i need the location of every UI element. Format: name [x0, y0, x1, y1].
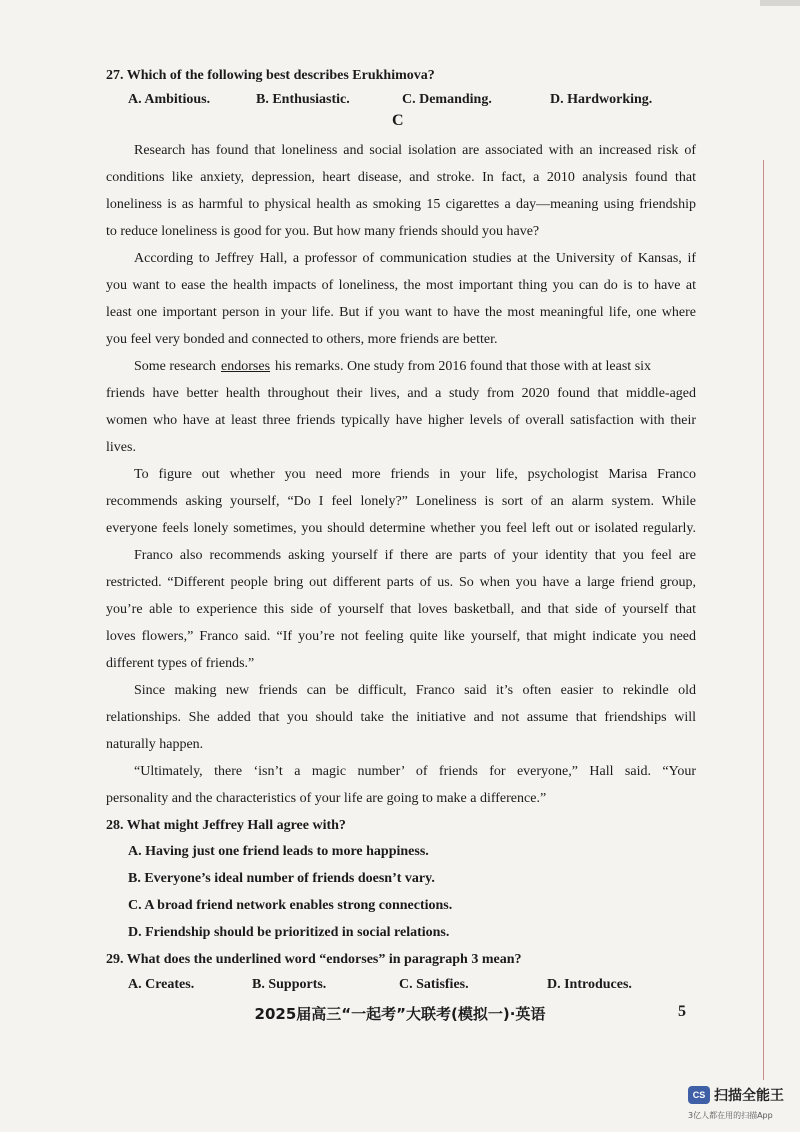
q29-option-b: B. Supports. [252, 977, 327, 992]
passage-line: women who have at least three friends typically have higher levels of overall satisfaction with their [106, 413, 696, 428]
passage-line: restricted. “Different people bring out different parts of us. So when you have a large friend group, [106, 575, 696, 590]
passage-line: Franco also recommends asking yourself if there are parts of your identity that you feel are [134, 548, 696, 563]
q27-option-a: A. Ambitious. [128, 92, 211, 107]
scan-edge-shadow [760, 0, 800, 6]
passage-line: “Ultimately, there ‘isn’t a magic number’ of friends for everyone,” Hall said. “Your [134, 764, 696, 779]
question-29: 29. What does the underlined word “endorses” in paragraph 3 mean? [106, 952, 522, 967]
q28-option-d: D. Friendship should be prioritized in social relations. [128, 925, 450, 940]
camscanner-icon: CS [688, 1086, 710, 1104]
scanner-watermark [688, 1085, 784, 1105]
passage-line: to reduce loneliness is good for you. But how many friends should you have? [106, 224, 540, 239]
q27-option-c: C. Demanding. [402, 92, 492, 107]
q28-option-a: A. Having just one friend leads to more happiness. [128, 844, 429, 859]
page-number: 5 [678, 1003, 686, 1020]
question-28: 28. What might Jeffrey Hall agree with? [106, 818, 346, 833]
q27-option-d: D. Hardworking. [550, 92, 653, 107]
question-27: 27. Which of the following best describes Erukhimova? [106, 68, 435, 83]
passage-line: lives. [106, 440, 136, 455]
passage-line: recommends asking yourself, “Do I feel lonely?” Loneliness is sort of an alarm system. While [106, 494, 696, 509]
passage-line: loneliness is as harmful to physical health as smoking 15 cigarettes a day—meaning using friendship [106, 197, 696, 212]
underlined-word-endorses: endorses [221, 359, 271, 374]
page-footer: 2025届高三“一起考”大联考(模拟一)·英语 [254, 1005, 546, 1023]
passage-line: personality and the characteristics of your life are going to make a difference.” [106, 791, 547, 806]
q29-option-c: C. Satisfies. [399, 977, 469, 992]
passage-line: relationships. She added that you should take the initiative and not assume that friendships will [106, 710, 696, 725]
passage-line: To figure out whether you need more friends in your life, psychologist Marisa Franco [134, 467, 696, 482]
passage-line: Since making new friends can be difficult, Franco said it’s often easier to rekindle old [134, 683, 696, 698]
passage-line: least one important person in your life. But if you want to have the most meaningful life, one where [106, 305, 696, 320]
q28-option-b: B. Everyone’s ideal number of friends doesn’t vary. [128, 871, 435, 886]
passage-line: conditions like anxiety, depression, heart disease, and stroke. In fact, a 2010 analysis found that [106, 170, 696, 185]
passage-line: loves flowers,” Franco said. “If you’re not feeling quite like yourself, that might indicate you need [106, 629, 696, 644]
passage-text: Some research [134, 359, 217, 374]
section-label: C [392, 112, 404, 129]
passage-line: According to Jeffrey Hall, a professor of communication studies at the University of Kansas, if [134, 251, 696, 266]
passage-line: everyone feels lonely sometimes, you should determine whether you feel left out or isolated regularly. [106, 521, 696, 536]
scan-edge-line [763, 160, 764, 1080]
q27-option-b: B. Enthusiastic. [256, 92, 350, 107]
scanner-name: 扫描全能王 [714, 1088, 784, 1104]
passage-line: friends have better health throughout their lives, and a study from 2020 found that middle-aged [106, 386, 696, 401]
passage-line: different types of friends.” [106, 656, 255, 671]
passage-text: his remarks. One study from 2016 found that those with at least six [275, 359, 652, 374]
passage-line: you’re able to experience this side of yourself that loves basketball, and that side of yourself that [106, 602, 696, 617]
passage-line: Research has found that loneliness and social isolation are associated with an increased risk of [134, 143, 696, 158]
passage-line-endorses [134, 358, 696, 376]
passage-line: you want to ease the health impacts of loneliness, the most important thing you can do is to have at [106, 278, 696, 293]
q29-option-d: D. Introduces. [547, 977, 632, 992]
q29-option-a: A. Creates. [128, 977, 195, 992]
q28-option-c: C. A broad friend network enables strong connections. [128, 898, 453, 913]
passage-line: you feel very bonded and connected to others, more friends are better. [106, 332, 498, 347]
passage-line: naturally happen. [106, 737, 204, 752]
scanner-tagline: 3亿人都在用的扫描App [688, 1111, 773, 1120]
